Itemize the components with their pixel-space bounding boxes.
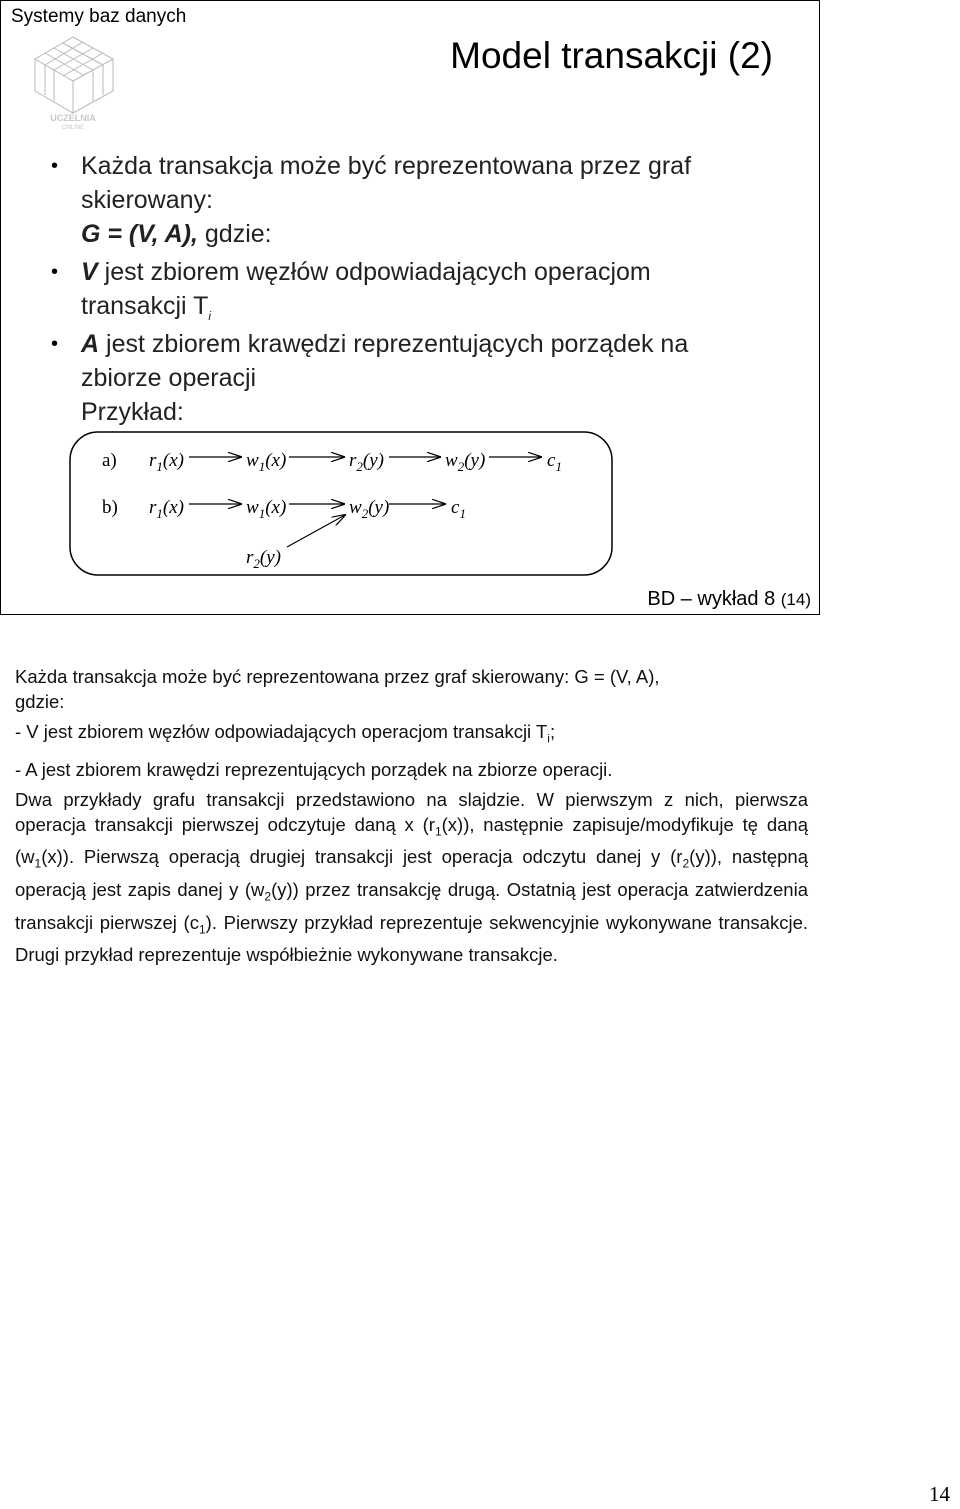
slide-footer: BD – wykład 8 (14) bbox=[647, 588, 811, 610]
notes-paragraph: Dwa przykłady grafu transakcji przedstawiono na slajdzie. W pierwszym z nich, pierwsza operacja transakcji pierwszej odczytuje daną x $(r_1(x))$, następnie zapisuje/modyfikuje tę daną $(w_1(x))$. Pierwszą operacją drugiej transakcji jest operacja odczytu danej y $(r_2(y))$, następną operacją jest zapis danej y $(w_2(y))$ przez transakcję drugą. Ostatnią jest operacja zatwierdzenia transakcji pierwszej $(c_1)$. Pierwszy przykład reprezentuje sekwencyjnie wykonywane transakcje. Drugi przykład reprezentuje współbieżnie wykonywane transakcje. bbox=[15, 788, 809, 966]
svg-text:UCZELNIA: UCZELNIA bbox=[50, 113, 96, 123]
svg-text:w2(y): $w_2(y)$ bbox=[445, 450, 486, 474]
svg-text:c1: $c_1$ bbox=[451, 497, 466, 521]
course-name: Systemy baz danych bbox=[11, 6, 187, 27]
transaction-graph-diagram bbox=[69, 431, 613, 576]
bullet-marker: • bbox=[51, 155, 59, 177]
slide-frame bbox=[0, 0, 820, 615]
graph-formula: G = (V, A), bbox=[81, 220, 198, 248]
svg-text:w1(x): $w_1(x)$ bbox=[246, 450, 287, 474]
node-c1-b bbox=[451, 497, 466, 521]
node-w2y-b bbox=[349, 497, 389, 521]
bullet-text: Każda transakcja może być reprezentowana przez graf bbox=[81, 152, 692, 180]
bullet-edges bbox=[81, 327, 688, 429]
slide-title: Model transakcji (2) bbox=[450, 35, 773, 76]
node-r1x-b bbox=[149, 497, 184, 521]
bullet-marker: • bbox=[51, 333, 59, 355]
notes-paragraph: - A jest zbiorem krawędzi reprezentujących porządek na zbiorze operacji. bbox=[15, 758, 613, 780]
bullet-text: zbiorze operacji bbox=[81, 364, 257, 392]
var-a: A bbox=[81, 330, 100, 358]
page-number: 14 bbox=[929, 1482, 950, 1506]
svg-text:ONLINE: ONLINE bbox=[61, 125, 85, 131]
lecture-notes bbox=[15, 664, 808, 967]
subscript: i bbox=[208, 309, 212, 323]
bullet-marker: • bbox=[51, 261, 59, 283]
node-w1x-b bbox=[246, 497, 286, 521]
row-b-label: b) bbox=[102, 497, 118, 518]
bullet-text: transakcji T bbox=[81, 292, 209, 320]
svg-text:r2(y): $r_2(y)$ bbox=[246, 547, 281, 571]
node-r2y bbox=[349, 450, 384, 474]
node-r1x bbox=[149, 450, 184, 474]
svg-text:w1(x): $w_1(x)$ bbox=[246, 497, 287, 521]
bullet-text: jest zbiorem węzłów odpowiadających operacjom bbox=[97, 258, 651, 286]
svg-text:w2(y): $w_2(y)$ bbox=[349, 497, 390, 521]
bullet-text: gdzie: bbox=[197, 220, 272, 248]
svg-text:r2(y): $r_2(y)$ bbox=[349, 450, 384, 474]
edge-arrow bbox=[287, 515, 345, 547]
node-w1x bbox=[246, 450, 286, 474]
bullet-graph-definition bbox=[81, 149, 691, 251]
node-r2y-b bbox=[246, 547, 281, 571]
var-v: V bbox=[81, 258, 98, 286]
example-label: Przykład: bbox=[81, 398, 184, 426]
notes-paragraph: Każda transakcja może być reprezentowana przez graf skierowany: G = (V, A), gdzie: bbox=[15, 666, 660, 712]
svg-text:r1(x): $r_1(x)$ bbox=[149, 450, 184, 474]
node-c1 bbox=[547, 450, 562, 474]
svg-text:r1(x): $r_1(x)$ bbox=[149, 497, 184, 521]
node-w2y bbox=[445, 450, 485, 474]
bullet-vertices bbox=[81, 255, 651, 333]
university-logo bbox=[21, 29, 125, 131]
notes-paragraph: - V jest zbiorem węzłów odpowiadających operacjom transakcji $T_i$; bbox=[15, 721, 556, 746]
bullet-text: jest zbiorem krawędzi reprezentujących porządek na bbox=[99, 330, 689, 358]
row-a-label: a) bbox=[102, 450, 117, 471]
bullet-text: skierowany: bbox=[81, 186, 213, 214]
svg-text:c1: $c_1$ bbox=[547, 450, 562, 474]
